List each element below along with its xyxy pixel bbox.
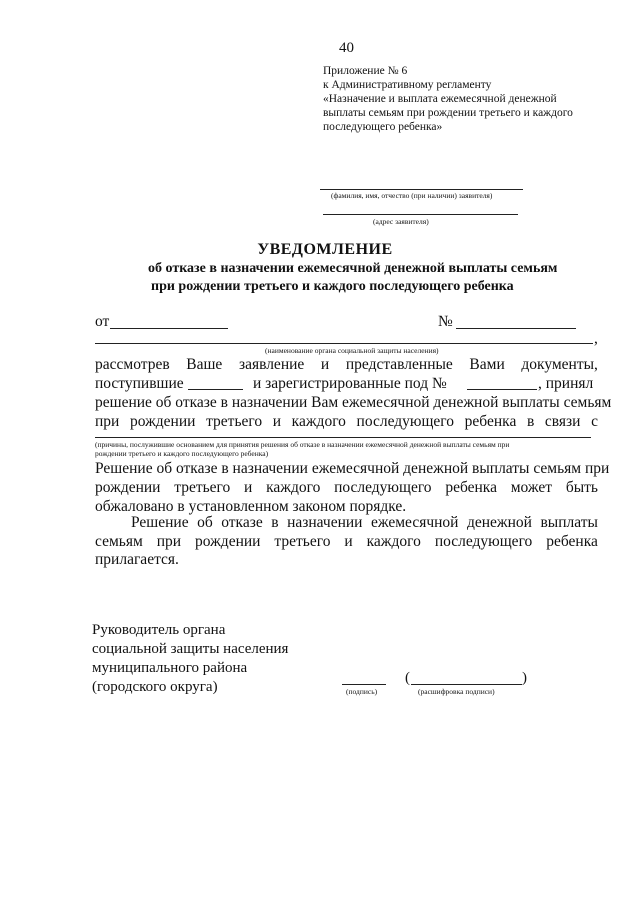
signatory-line: социальной защиты населения <box>92 641 289 657</box>
appendix-line: выплаты семьям при рождении третьего и каждого <box>323 107 573 119</box>
applicant-name-line <box>320 189 523 190</box>
registration-number-blank <box>467 389 537 390</box>
applicant-address-caption: (адрес заявителя) <box>373 217 429 226</box>
paragraph-text: Решение об отказе в назначении ежемесячной денежной выплаты семьям при <box>95 460 610 477</box>
signatory-line: (городского округа) <box>92 679 218 695</box>
document-subtitle: при рождении третьего и каждого последующего ребенка <box>151 279 514 294</box>
paragraph-line: семьям при рождении третьего и каждого последующего ребенка <box>95 533 598 550</box>
appendix-line: Приложение № 6 <box>323 65 408 77</box>
paragraph-text: прилагается. <box>95 551 179 568</box>
number-label: № <box>438 313 453 330</box>
paragraph-line: Решение об отказе в назначении ежемесячной денежной выплаты <box>131 514 598 531</box>
appendix-line: к Административному регламенту <box>323 79 492 91</box>
close-paren: ) <box>522 670 527 686</box>
appendix-header <box>323 64 573 134</box>
reason-blank-line <box>95 437 591 438</box>
document-title: УВЕДОМЛЕНИЕ <box>257 241 393 258</box>
signature-decode-caption: (расшифровка подписи) <box>418 687 495 696</box>
paragraph-line: при рождении третьего и каждого последующего ребенка в связи с <box>95 413 598 430</box>
signature-caption: (подпись) <box>346 687 378 696</box>
paragraph-text: обжаловано в установленном законом порядке. <box>95 498 407 515</box>
page-number: 40 <box>339 40 354 56</box>
document-subtitle: об отказе в назначении ежемесячной денежной выплаты семьям <box>148 261 558 276</box>
signature-block <box>92 621 288 697</box>
applicant-address-line <box>323 214 518 215</box>
signatory-line: муниципального района <box>92 660 248 676</box>
paragraph-text: , принял <box>538 375 594 392</box>
paragraph-line: рассмотрев Ваше заявление и представленные Вами документы, <box>95 356 598 373</box>
reason-caption: рождении третьего и каждого последующего ребенка) <box>95 449 269 458</box>
paragraph-line: рождении третьего и каждого последующего ребенка может быть <box>95 479 598 496</box>
organ-caption: (наименование органа социальной защиты населения) <box>265 346 439 355</box>
received-date-blank <box>188 389 243 390</box>
reason-caption: (причины, послужившие основанием для принятия решения об отказе в назначении ежемесячной денежной выплаты семьям при <box>95 440 510 449</box>
signature-blank-line <box>342 684 386 685</box>
open-paren: ( <box>405 670 410 686</box>
from-label: от <box>95 313 110 330</box>
paragraph-text: поступившие <box>95 375 184 392</box>
date-blank-line <box>110 328 228 329</box>
appendix-line: последующего ребенка» <box>323 121 443 133</box>
applicant-name-caption: (фамилия, имя, отчество (при наличии) заявителя) <box>331 191 493 200</box>
signature-decode-blank-line <box>411 684 522 685</box>
trailing-comma: , <box>594 330 598 347</box>
number-blank-line <box>456 328 576 329</box>
paragraph-text: и зарегистрированные под № <box>253 375 447 392</box>
appendix-line: «Назначение и выплата ежемесячной денежной <box>323 93 557 105</box>
signatory-line: Руководитель органа <box>92 622 226 638</box>
organ-blank-line <box>95 343 593 344</box>
paragraph-text: решение об отказе в назначении Вам ежемесячной денежной выплаты семьям <box>95 394 612 411</box>
